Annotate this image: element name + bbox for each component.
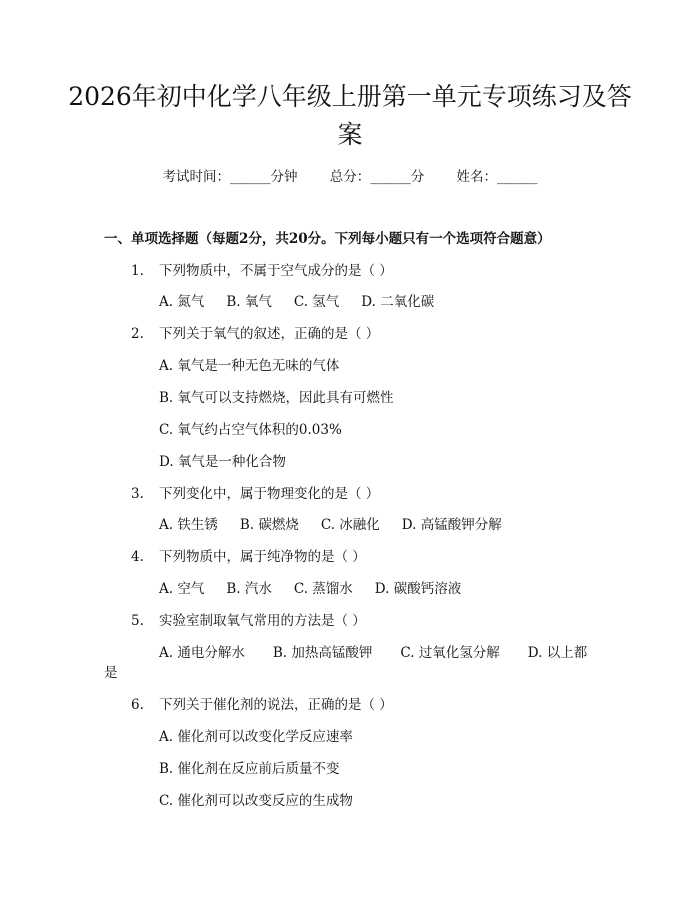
option-a: A. 催化剂可以改变化学反应速率 — [159, 729, 353, 745]
question-3-options — [159, 515, 502, 535]
option-d: D. 氧气是一种化合物 — [159, 454, 286, 470]
question-text: 下列物质中，属于纯净物的是（ ） — [159, 549, 366, 565]
question-3 — [131, 484, 379, 504]
option-a: A. 氧气是一种无色无味的气体 — [159, 358, 340, 374]
option-d: D. 高锰酸钾分解 — [401, 517, 502, 533]
option-a: A. 铁生锈 — [159, 517, 218, 533]
option-d: D. 二氧化碳 — [361, 294, 435, 310]
option-d: D. 碳酸钙溶液 — [374, 581, 462, 597]
option-a: A. 通电分解水 — [159, 645, 245, 661]
option-b: B. 氧气可以支持燃烧，因此具有可燃性 — [159, 390, 394, 406]
question-text: 下列变化中，属于物理变化的是（ ） — [159, 486, 380, 502]
exam-info — [0, 167, 700, 187]
question-number: 5. — [131, 613, 144, 629]
option-b: B. 催化剂在反应前后质量不变 — [159, 761, 340, 777]
page-title: 2026年初中化学八年级上册第一单元专项练习及答案 — [68, 82, 632, 149]
question-number: 4. — [131, 549, 144, 565]
option-c: C. 催化剂可以改变反应的生成物 — [159, 793, 353, 809]
option-a: A. 氮气 — [159, 294, 205, 310]
question-text: 下列关于催化剂的说法，正确的是（ ） — [159, 697, 393, 713]
option-d: D. 以上都 — [527, 645, 588, 661]
option-d-wrap: 是 — [104, 665, 118, 681]
question-number: 6. — [131, 697, 144, 713]
option-b: B. 碳燃烧 — [239, 517, 299, 533]
question-6 — [131, 695, 393, 715]
question-number: 2. — [131, 326, 144, 342]
question-5-options — [159, 643, 587, 663]
option-c: C. 氢气 — [293, 294, 340, 310]
student-name: 姓名：______ — [456, 169, 538, 185]
question-1-options — [159, 292, 434, 312]
question-4-options — [159, 579, 461, 599]
total-score: 总分：______分 — [329, 169, 425, 185]
question-text: 下列关于氧气的叙述，正确的是（ ） — [159, 326, 380, 342]
exam-time: 考试时间：______分钟 — [162, 169, 298, 185]
section-heading: 一、单项选择题（每题2分，共20分。下列每小题只有一个选项符合题意） — [104, 231, 551, 247]
question-4 — [131, 547, 366, 567]
question-2 — [131, 324, 379, 344]
option-c: C. 过氧化氢分解 — [400, 645, 500, 661]
question-1 — [131, 261, 393, 281]
option-b: B. 加热高锰酸钾 — [272, 645, 373, 661]
option-c: C. 冰融化 — [320, 517, 380, 533]
question-text: 实验室制取氧气常用的方法是（ ） — [159, 613, 366, 629]
question-number: 3. — [131, 486, 144, 502]
option-a: A. 空气 — [159, 581, 205, 597]
question-5 — [131, 611, 366, 631]
option-b: B. 汽水 — [226, 581, 272, 597]
question-text: 下列物质中，不属于空气成分的是（ ） — [159, 263, 393, 279]
option-c: C. 蒸馏水 — [293, 581, 353, 597]
question-number: 1. — [131, 263, 144, 279]
option-b: B. 氧气 — [226, 294, 272, 310]
option-c: C. 氧气约占空气体积的0.03% — [159, 422, 342, 438]
